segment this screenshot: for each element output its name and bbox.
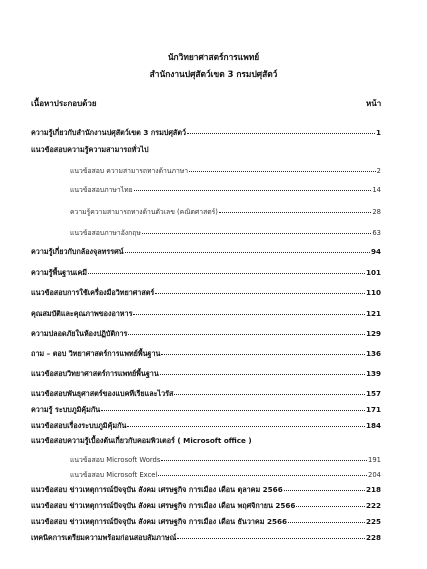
toc-entry-label: แนวข้อสอบภาษาอังกฤษ [70,229,141,237]
toc-entry [31,309,381,321]
page-column-heading: หน้า [366,99,382,108]
dot-leader [128,333,365,335]
toc-entry-page: 157 [365,389,381,398]
dot-leader [284,489,365,491]
dot-leader [155,292,365,294]
toc-entry [70,206,381,218]
toc-entry [31,421,381,433]
toc-entry-page: 129 [365,329,381,338]
toc-entry-label: แนวข้อสอบ Microsoft Excel [70,471,158,479]
toc-entry [31,389,381,401]
toc-entry [70,469,381,481]
toc-entry-page: 101 [365,268,381,277]
toc-entry-page: 204 [368,471,381,479]
dot-leader [127,425,365,427]
dot-leader [160,373,365,375]
toc-entry [31,405,381,417]
dot-leader [134,189,372,191]
toc-entry-page: 184 [365,421,381,430]
dot-leader [101,409,365,411]
toc-entry [70,454,381,466]
toc-entry-page: 110 [365,288,381,297]
toc-entry-page: 2 [376,167,381,175]
toc-entry-page: 94 [370,247,381,256]
toc-entry-label: เทคนิคการเตรียมความพร้อมก่อนสอบสัมภาษณ์ [31,533,177,542]
toc-entry-page: 225 [365,517,381,526]
toc-entry-page: 191 [368,456,381,464]
toc-entry-label: แนวข้อสอบ ข่าวเหตุการณ์ปัจจุบัน สังคม เศรษฐกิจ การเมือง เดือน พฤศจิกายน 2566 [31,501,296,510]
toc-entry-label: ความปลอดภัยในห้องปฏิบัติการ [31,329,128,338]
dot-leader [125,251,370,253]
dot-leader [174,393,365,395]
toc-entry-page: 1 [375,128,381,137]
toc-entry [31,268,381,280]
dot-leader [177,537,365,539]
toc-entry-label: คุณสมบัติและคุณภาพของอาหาร [31,309,133,318]
toc-entry-page: 14 [372,186,381,194]
toc-entry-label: แนวข้อสอบ ความสามารถทางด้านภาษา [70,167,189,175]
toc-entry-page: 136 [365,349,381,358]
toc-entry-page: 222 [365,501,381,510]
toc-entry [70,165,381,177]
toc-entry-label: แนวข้อสอบภาษาไทย [70,186,133,194]
toc-entry-label: แนวข้อสอบ ข่าวเหตุการณ์ปัจจุบัน สังคม เศรษฐกิจ การเมือง เดือน ธันวาคม 2566 [31,517,287,526]
toc-entry-label: ความรู้ ระบบภูมิคุ้มกัน [31,405,101,414]
toc-entry-page: 121 [365,309,381,318]
document-subtitle: สำนักงานปศุสัตว์เขต 3 กรมปศุสัตว์ [149,69,278,79]
dot-leader [296,505,365,507]
toc-entry [31,128,381,140]
toc-entry [31,247,381,259]
toc-entry [70,184,381,196]
dot-leader [88,272,365,274]
toc-entry-label: ความรู้ความสามารถทางด้านตัวเลข (คณิตศาสตร์) [70,208,218,216]
toc-entry [31,349,381,361]
toc-entry [31,517,381,529]
toc-entry [31,288,381,300]
toc-entry [31,533,381,545]
dot-leader [161,459,367,461]
toc-entry [70,227,381,239]
dot-leader [158,474,367,476]
toc-section-heading: แนวข้อสอบความรู้ความสามารถทั่วไป [31,145,149,154]
toc-entry [31,369,381,381]
toc-entry-label: ถาม – ตอบ วิทยาศาสตร์การแพทย์พื้นฐาน [31,349,161,358]
dot-leader [189,170,376,172]
toc-entry-page: 139 [365,369,381,378]
toc-entry-label: แนวข้อสอบ Microsoft Words [70,456,161,464]
toc-section-heading: แนวข้อสอบความรู้เบื้องต้นเกี่ยวกับคอมพิวเตอร์ ( Microsoft office ) [31,436,252,445]
toc-entry-page: 218 [365,485,381,494]
dot-leader [219,211,371,213]
toc-entry [31,485,381,497]
dot-leader [133,313,365,315]
toc-entry-page: 171 [365,405,381,414]
toc-entry-label: แนวข้อสอบ ข่าวเหตุการณ์ปัจจุบัน สังคม เศรษฐกิจ การเมือง เดือน ตุลาคม 2566 [31,485,283,494]
toc-entry-label: แนวข้อสอบเรื่องระบบภูมิคุ้มกัน [31,421,127,430]
document-title: นักวิทยาศาสตร์การแพทย์ [167,52,260,62]
toc-entry-label: แนวข้อสอบวิทยาศาสตร์การแพทย์พื้นฐาน [31,369,159,378]
toc-entry-page: 228 [365,533,381,542]
dot-leader [187,132,375,134]
toc-entry-label: ความรู้เกี่ยวกับกล้องจุลทรรศน์ [31,247,124,256]
toc-entry-page: 63 [372,229,381,237]
dot-leader [288,521,365,523]
toc-entry-label: แนวข้อสอบการใช้เครื่องมือวิทยาศาสตร์ [31,288,155,297]
toc-entry-page: 28 [372,208,381,216]
dot-leader [142,232,372,234]
toc-entry-label: ความรู้พื้นฐานเคมี [31,268,88,277]
toc-entry [31,501,381,513]
toc-entry-label: แนวข้อสอบพันธุศาสตร์ของแบคทีเรียและไวรัส [31,389,174,398]
toc-entry-label: ความรู้เกี่ยวกับสำนักงานปศุสัตว์เขต 3 กรมปศุสัตว์ [31,128,187,137]
dot-leader [161,353,365,355]
toc-entry [31,329,381,341]
contents-heading: เนื้อหาประกอบด้วย [31,99,97,108]
